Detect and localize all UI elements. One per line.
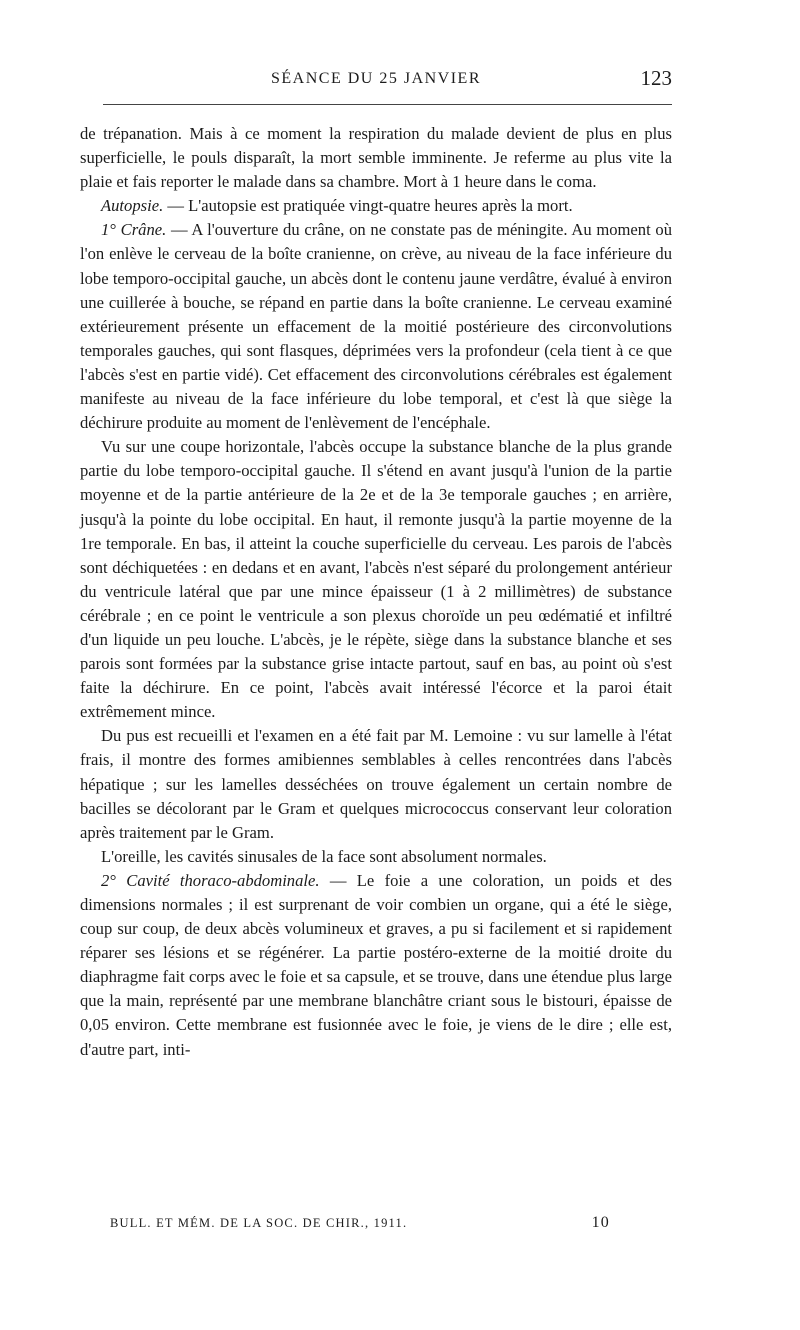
paragraph-autopsie — [80, 194, 672, 218]
body-text — [80, 122, 672, 1062]
running-header — [80, 66, 672, 94]
running-title: SÉANCE DU 25 JANVIER — [271, 70, 481, 87]
page-number: 123 — [640, 66, 672, 90]
paragraph-autopsie-text: — L'autopsie est pratiquée vingt-quatre heures après la mort. — [163, 196, 573, 216]
section-lead-cavite: 2° Cavité thoraco-abdominale. — [101, 870, 320, 890]
header-rule — [103, 104, 672, 105]
signature-number: 10 — [591, 1214, 610, 1231]
paragraph-coupe-horizontale: Vu sur une coupe horizontale, l'abcès occupe la substance blanche de la plus grande partie du lobe temporo-occipital gauche. Il s'étend en avant jusqu'à l'union de la partie moyenne et de la partie antérieure de la 2e et de la 3e temporale gauches ; en arrière, jusqu'à la pointe du lobe occipital. En haut, il remonte jusqu'à la partie moyenne de la 1re temporale. En bas, il atteint la couche superficielle du cerveau. Les parois de l'abcès sont déchiquetées : en dedans et en avant, l'abcès n'est séparé du prolongement antérieur du ventricule latéral que par une mince épaisseur (1 à 2 millimètres) de substance cérébrale ; en ce point le ventricule a son plexus choroïde un peu œdématié et infiltré d'un liquide un peu louche. L'abcès, je le répète, siège dans la substance blanche et ses parois sont formées par la substance grise intacte partout, sauf en bas, au point où s'est faite la déchirure. En ce point, l'abcès avait intéressé l'écorce et la paroi était extrêmement mince. — [80, 437, 672, 722]
paragraph-pus: Du pus est recueilli et l'examen en a été fait par M. Lemoine : vu sur lamelle à l'état frais, il montre des formes amibiennes semblables à celles rencontrées dans l'abcès hépatique ; sur les lamelles desséchées on trouve également un certain nombre de bacilles se décolorant par le Gram et quelques micrococcus conservant leur coloration après traitement par le Gram. — [80, 726, 672, 842]
paragraph-oreille: L'oreille, les cavités sinusales de la face sont absolument normales. — [101, 846, 547, 866]
section-lead-autopsie: Autopsie. — [101, 196, 164, 216]
journal-citation: BULL. ET MÉM. DE LA SOC. DE CHIR., 1911. — [110, 1216, 408, 1230]
paragraph-cavite-text: — Le foie a une coloration, un poids et des dimensions normales ; il est surprenant de voir combien un organe, qui a été le siège, coup sur coup, de deux abcès volumineux et graves, a pu si facilement et si rapidement réparer ses lésions et se régénérer. La partie postéro-externe de la moitié droite du diaphragme fait corps avec le foie et sa capsule, et se trouve, dans une étendue plus large que la main, représenté par une membrane blanchâtre criant sous le bistouri, épaisse de 0,05 environ. Cette membrane est fusionnée avec le foie, je viens de le dire ; elle est, d'autre part, inti- — [80, 870, 672, 1059]
section-lead-crane: 1° Crâne. — [101, 220, 167, 240]
paragraph-trepanation: de trépanation. Mais à ce moment la respiration du malade devient de plus en plus superficielle, le pouls disparaît, la mort semble imminente. Je referme au plus vite la plaie et fais reporter le malade dans sa chambre. Mort à 1 heure dans le coma. — [80, 124, 672, 192]
paragraph-crane — [80, 218, 672, 435]
paragraph-cavite — [80, 869, 672, 1062]
page-footer — [110, 1214, 610, 1236]
paragraph-crane-text: — A l'ouverture du crâne, on ne constate pas de méningite. Au moment où l'on enlève le cerveau de la boîte cranienne, on crève, au niveau de la face inférieure du lobe temporo-occipital gauche, un abcès dont le contenu jaune verdâtre, évalué à environ une cuillerée à bouche, se répand en partie dans la boîte cranienne. Le cerveau examiné extérieurement présente un effacement de la moitié postérieure des circonvolutions temporales gauches, qui sont flasques, déprimées vers la profondeur (cela tient à ce que l'abcès s'est en partie vidé). Cet effacement des circonvolutions cérébrales est également manifeste au niveau de la face inférieure du lobe temporal, et c'est là que siège la déchirure produite au moment de l'enlèvement de l'encéphale. — [80, 220, 673, 433]
